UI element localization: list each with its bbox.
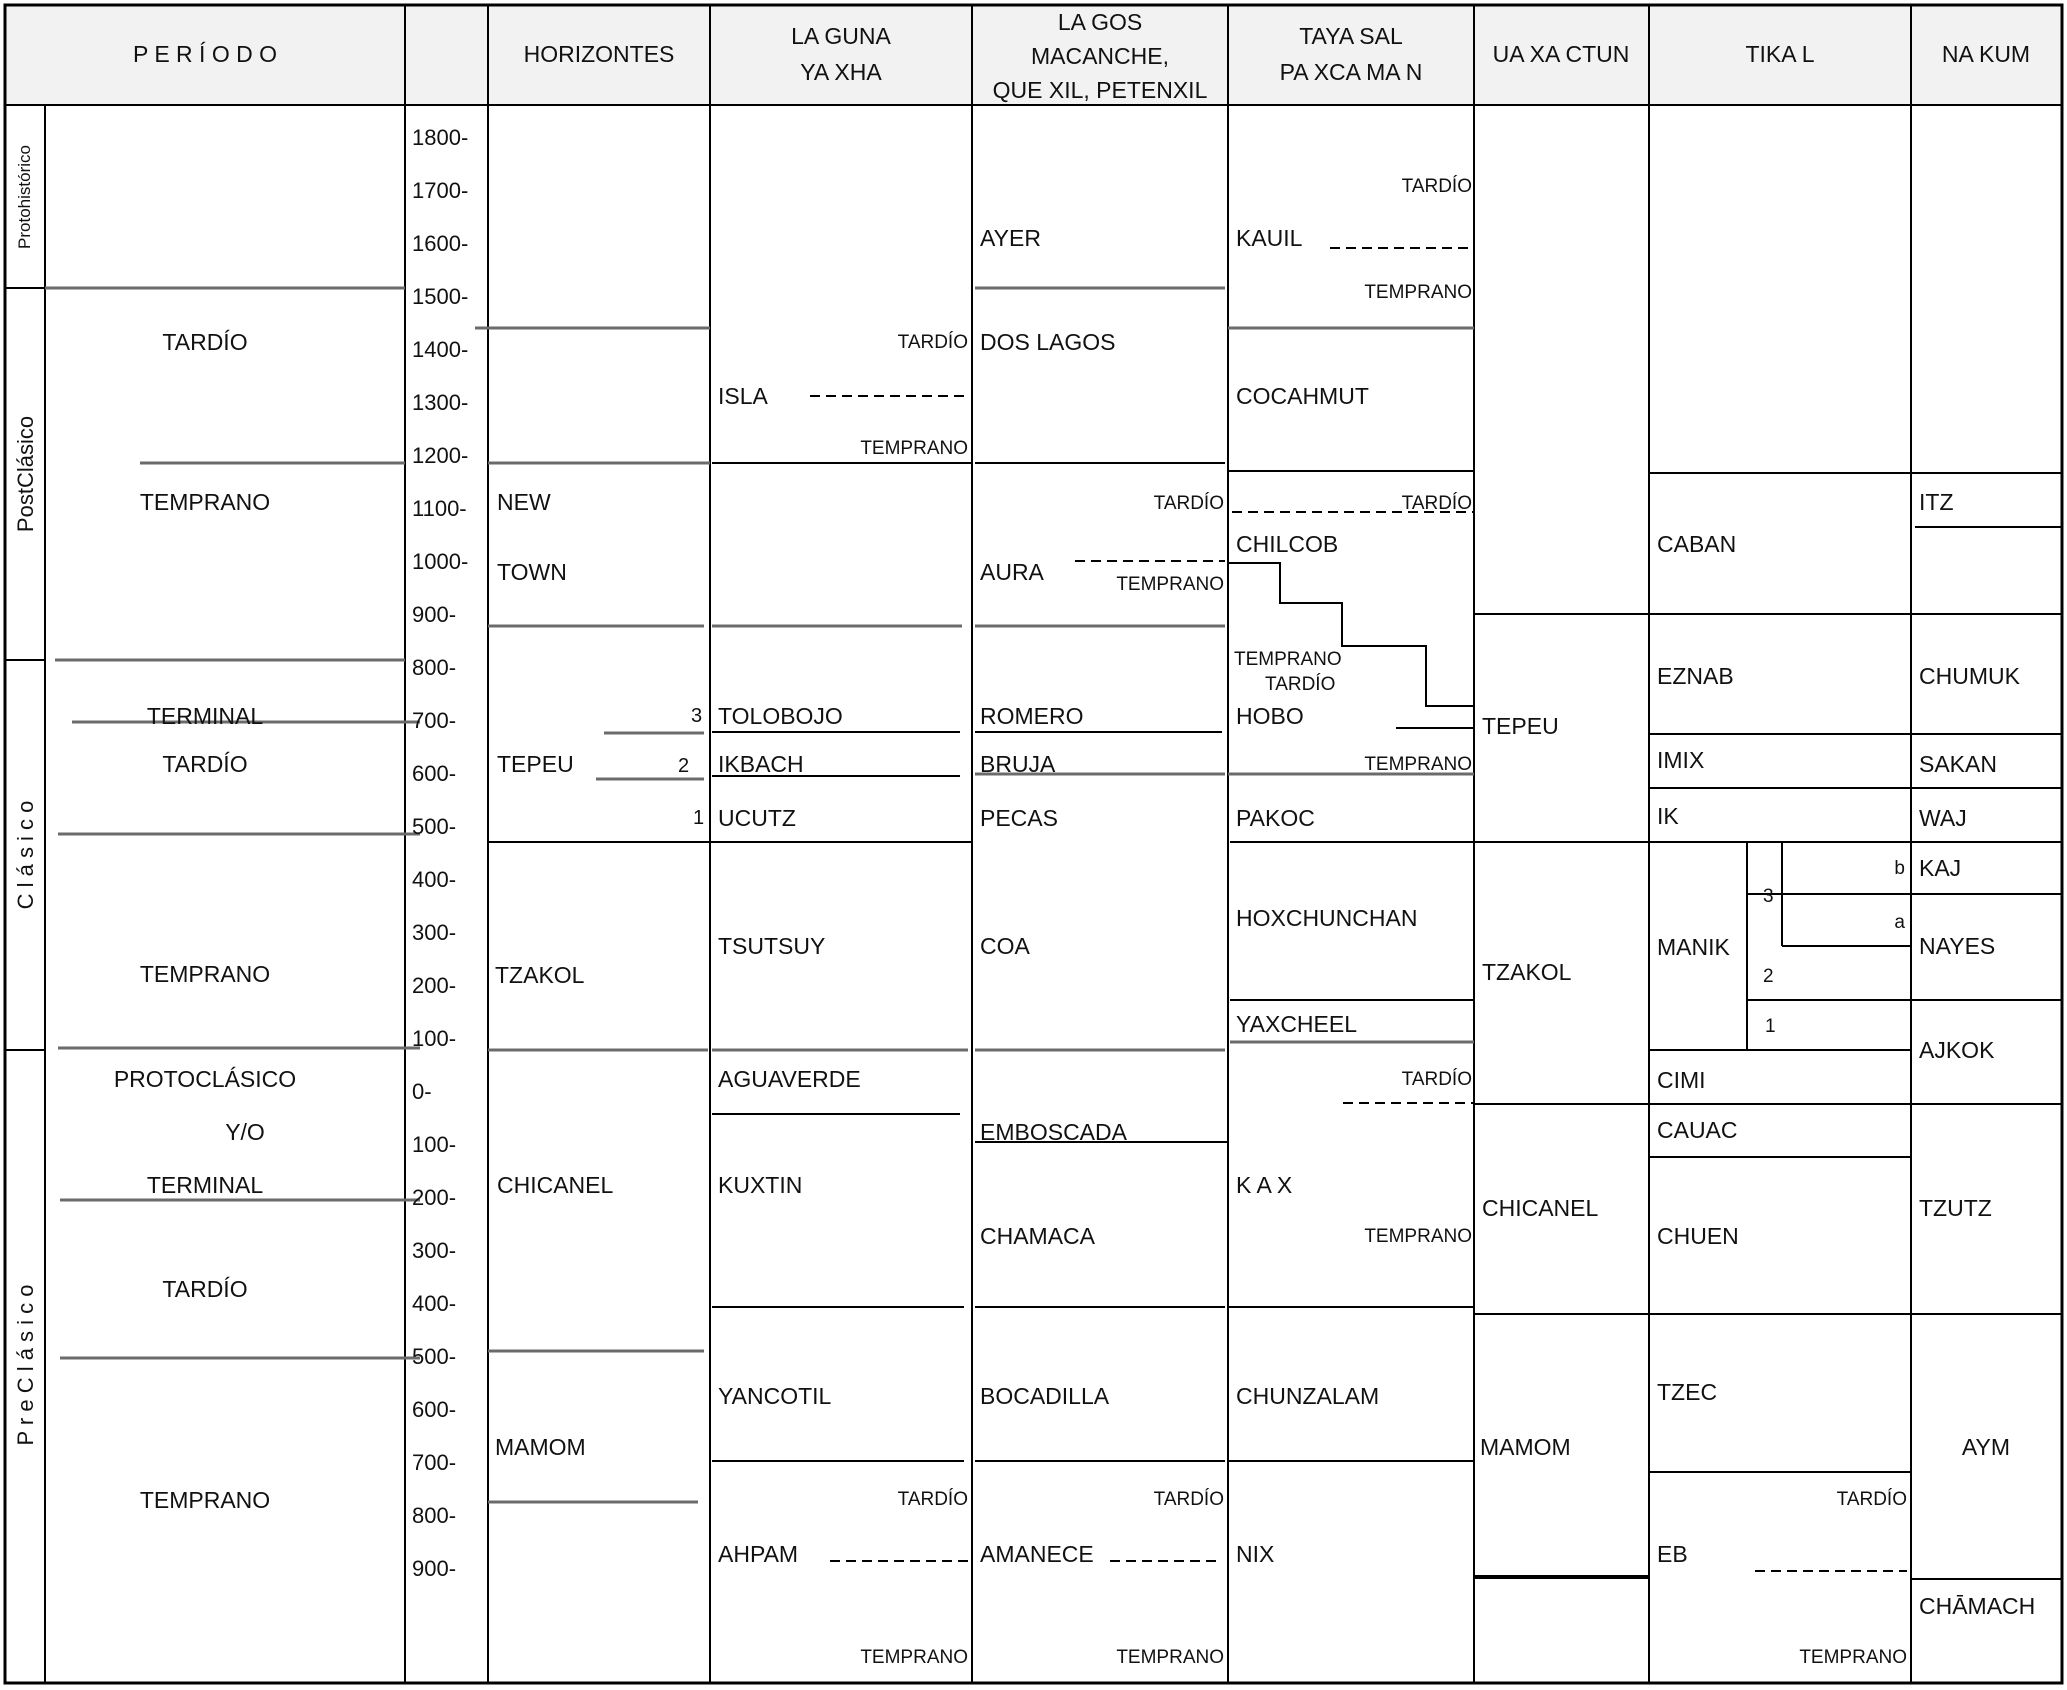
yaxha-tardio-1: TARDÍO	[897, 332, 968, 353]
date-label: 1100-	[412, 496, 467, 521]
era-clasico: C l á s i c o	[13, 800, 38, 910]
macanche-temprano-1: TEMPRANO	[1116, 574, 1224, 595]
horizonte-new: NEW	[497, 489, 551, 515]
yaxha-yancotil: YANCOTIL	[718, 1383, 832, 1409]
tayasal-kauil: KAUIL	[1236, 225, 1303, 251]
yaxha-isla: ISLA	[718, 383, 768, 409]
date-axis	[412, 125, 468, 1581]
tikal-tzec: TZEC	[1657, 1379, 1718, 1405]
date-label: 1800-	[412, 125, 469, 150]
yaxha-tsutsuy: TSUTSUY	[718, 933, 826, 959]
header-macanche-line2: MACANCHE,	[1030, 43, 1170, 69]
tikal-lines	[1649, 473, 1911, 1472]
date-label: 400-	[412, 867, 457, 892]
tayasal-tardio-3: TARDÍO	[1265, 674, 1336, 695]
horizonte-tepeu: TEPEU	[497, 751, 574, 777]
macanche-chamaca: CHAMACA	[980, 1223, 1096, 1249]
tayasal-hoxchunchan: HOXCHUNCHAN	[1236, 905, 1418, 931]
header-macanche-line3: QUE XIL, PETENXIL	[992, 77, 1208, 103]
macanche-bocadilla: BOCADILLA	[980, 1383, 1110, 1409]
tikal-manik-3b: b	[1894, 858, 1905, 879]
period-protoclasico: PROTOCLÁSICO	[113, 1066, 297, 1092]
table-border	[5, 5, 2062, 1683]
header-periodo: P E R Í O D O	[133, 41, 277, 67]
period-yo: Y/O	[225, 1119, 265, 1145]
nakum-lines	[1911, 473, 2062, 1579]
yaxha-tolobojo: TOLOBOJO	[718, 703, 843, 729]
period-post-tardio: TARDÍO	[162, 329, 248, 355]
header-tayasal-line2: PA XCA MA N	[1279, 59, 1423, 85]
period-pre-terminal: TERMINAL	[146, 1172, 264, 1198]
tikal-eb: EB	[1657, 1541, 1688, 1567]
date-label: 800-	[412, 1503, 457, 1528]
date-label: 0-	[412, 1079, 432, 1104]
date-label: 1400-	[412, 337, 469, 362]
header-tayasal-line1: TAYA SAL	[1299, 23, 1403, 49]
date-label: 100-	[412, 1026, 457, 1051]
macanche-amanece: AMANECE	[980, 1541, 1094, 1567]
uaxactun-tepeu: TEPEU	[1482, 713, 1559, 739]
date-label: 200-	[412, 1185, 457, 1210]
date-label: 100-	[412, 1132, 457, 1157]
tikal-manik-2: 2	[1763, 966, 1774, 987]
yaxha-lines	[710, 463, 972, 1461]
nakum-chumuk: CHUMUK	[1919, 663, 2020, 689]
nakum-kaj: KAJ	[1919, 855, 1962, 881]
era-preclasico: P r e C l á s i c o	[13, 1284, 38, 1446]
header-tikal: TIKA L	[1745, 41, 1815, 67]
nakum-aym: AYM	[1961, 1434, 2011, 1460]
tayasal-chunzalam: CHUNZALAM	[1236, 1383, 1380, 1409]
tikal-manik-1: 1	[1765, 1016, 1776, 1037]
tayasal-tardio-1: TARDÍO	[1401, 176, 1472, 197]
macanche-pecas: PECAS	[980, 805, 1058, 831]
tayasal-pakoc: PAKOC	[1236, 805, 1315, 831]
header-uaxactun: UA XA CTUN	[1492, 41, 1630, 67]
macanche-tardio-1: TARDÍO	[1153, 493, 1224, 514]
yaxha-kuxtin: KUXTIN	[718, 1172, 803, 1198]
macanche-emboscada: EMBOSCADA	[980, 1119, 1127, 1145]
column-dividers	[45, 5, 1911, 1683]
horizonte-chicanel: CHICANEL	[497, 1172, 614, 1198]
tikal-imix: IMIX	[1657, 747, 1705, 773]
tayasal-tardio-2: TARDÍO	[1401, 493, 1472, 514]
macanche-coa: COA	[980, 933, 1030, 959]
period-post-temprano: TEMPRANO	[139, 489, 271, 515]
tayasal-temprano-2: TEMPRANO	[1234, 649, 1342, 670]
period-clasico-terminal: TERMINAL	[146, 703, 264, 729]
tayasal-yaxcheel: YAXCHEEL	[1236, 1011, 1358, 1037]
nakum-nayes: NAYES	[1919, 933, 1996, 959]
date-label: 700-	[412, 1450, 457, 1475]
tayasal-kax: K A X	[1236, 1172, 1293, 1198]
horizonte-town: TOWN	[497, 559, 567, 585]
macanche-ayer: AYER	[980, 225, 1041, 251]
macanche-lines	[975, 463, 1228, 1461]
header-horizontes: HORIZONTES	[523, 41, 675, 67]
date-label: 1200-	[412, 443, 469, 468]
tikal-cauac: CAUAC	[1657, 1117, 1738, 1143]
tikal-manik: MANIK	[1657, 934, 1730, 960]
date-label: 900-	[412, 1556, 457, 1581]
uaxactun-tzakol: TZAKOL	[1482, 959, 1572, 985]
macanche-aura: AURA	[980, 559, 1044, 585]
nakum-waj: WAJ	[1919, 805, 1967, 831]
yaxha-ikbach: IKBACH	[718, 751, 804, 777]
date-label: 800-	[412, 655, 457, 680]
tikal-tardio: TARDÍO	[1836, 1489, 1907, 1510]
header-yaxha-line1: LA GUNA	[791, 23, 891, 49]
tayasal-temprano-1: TEMPRANO	[1364, 282, 1472, 303]
date-label: 300-	[412, 1238, 457, 1263]
yaxha-ahpam: AHPAM	[718, 1541, 799, 1567]
tikal-eznab: EZNAB	[1657, 663, 1734, 689]
tikal-chuen: CHUEN	[1657, 1223, 1739, 1249]
tayasal-cocahmut: COCAHMUT	[1236, 383, 1369, 409]
date-label: 1700-	[412, 178, 469, 203]
tayasal-nix: NIX	[1236, 1541, 1275, 1567]
tikal-ik: IK	[1657, 803, 1679, 829]
uaxactun-chicanel: CHICANEL	[1482, 1195, 1599, 1221]
tayasal-temprano-3: TEMPRANO	[1364, 754, 1472, 775]
header-macanche-line1: LA GOS	[1057, 9, 1143, 35]
date-label: 900-	[412, 602, 457, 627]
date-label: 700-	[412, 708, 457, 733]
macanche-temprano-2: TEMPRANO	[1116, 1647, 1224, 1668]
tayasal-tardio-4: TARDÍO	[1401, 1069, 1472, 1090]
tikal-cimi: CIMI	[1657, 1067, 1706, 1093]
horizonte-tepeu-1: 1	[693, 807, 705, 829]
tikal-manik-3a: a	[1894, 912, 1905, 933]
macanche-tardio-2: TARDÍO	[1153, 1489, 1224, 1510]
period-pre-tardio: TARDÍO	[162, 1276, 248, 1302]
horizonte-tepeu-3: 3	[691, 705, 703, 727]
tikal-caban: CABAN	[1657, 531, 1737, 557]
horizonte-tepeu-2: 2	[678, 755, 690, 777]
nakum-ajkok: AJKOK	[1919, 1037, 1995, 1063]
era-dividers	[5, 288, 45, 1050]
nakum-sakan: SAKAN	[1919, 751, 1997, 777]
yaxha-ucutz: UCUTZ	[718, 805, 796, 831]
nakum-chamach: CHĀMACH	[1919, 1593, 2036, 1619]
macanche-bruja: BRUJA	[980, 751, 1056, 777]
nakum-itz: ITZ	[1919, 489, 1954, 515]
tayasal-temprano-4: TEMPRANO	[1364, 1226, 1472, 1247]
horizonte-tzakol: TZAKOL	[495, 962, 585, 988]
nakum-tzutz: TZUTZ	[1919, 1195, 1992, 1221]
date-label: 600-	[412, 1397, 457, 1422]
tayasal-lines	[1228, 471, 1474, 1461]
header-nakum: NA KUM	[1941, 41, 2031, 67]
date-label: 1000-	[412, 549, 469, 574]
date-label: 300-	[412, 920, 457, 945]
date-label: 500-	[412, 1344, 457, 1369]
date-label: 1300-	[412, 390, 469, 415]
period-pre-temprano: TEMPRANO	[139, 1487, 271, 1513]
era-postclasico: PostClásico	[13, 415, 38, 533]
date-label: 400-	[412, 1291, 457, 1316]
date-label: 1600-	[412, 231, 469, 256]
tayasal-chilcob: CHILCOB	[1236, 531, 1339, 557]
era-protohistorico: Protohistórico	[15, 145, 34, 249]
date-label: 200-	[412, 973, 457, 998]
header-yaxha-line2: YA XHA	[800, 59, 882, 85]
tikal-manik-3: 3	[1763, 886, 1774, 907]
tayasal-hobo: HOBO	[1236, 703, 1304, 729]
date-label: 600-	[412, 761, 457, 786]
yaxha-temprano-1: TEMPRANO	[860, 438, 968, 459]
yaxha-temprano-2: TEMPRANO	[860, 1647, 968, 1668]
tikal-temprano: TEMPRANO	[1799, 1647, 1907, 1668]
period-clasico-tardio: TARDÍO	[162, 751, 248, 777]
macanche-dos-lagos: DOS LAGOS	[980, 329, 1116, 355]
date-label: 500-	[412, 814, 457, 839]
date-label: 1500-	[412, 284, 469, 309]
macanche-romero: ROMERO	[980, 703, 1084, 729]
yaxha-tardio-2: TARDÍO	[897, 1489, 968, 1510]
yaxha-aguaverde: AGUAVERDE	[718, 1066, 861, 1092]
uaxactun-mamom: MAMOM	[1480, 1434, 1571, 1460]
horizonte-mamom: MAMOM	[495, 1434, 586, 1460]
period-clasico-temprano: TEMPRANO	[139, 961, 271, 987]
